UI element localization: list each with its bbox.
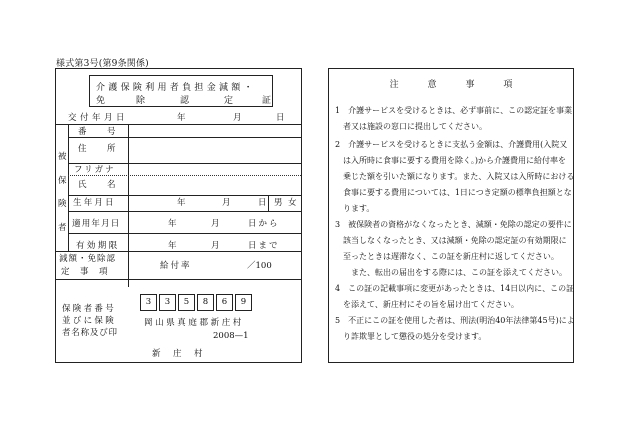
rule [68, 195, 301, 196]
note-line: 者又は施設の窓口に提出してください。 [335, 122, 487, 131]
valid-year-unit: 年 [168, 241, 177, 251]
birth-year-unit: 年 [177, 198, 186, 208]
gender-female: 女 [288, 198, 297, 208]
apply-year-unit: 年 [168, 219, 177, 229]
certificate-title-box [89, 75, 273, 107]
address-label: 住 所 [78, 144, 122, 154]
insurer-code-digit: 5 [178, 294, 195, 311]
birth-month-unit: 月 [222, 198, 231, 208]
note-line: 至ったときは遅滞なく、この証を新庄村に返してください。 [335, 252, 559, 261]
rule [268, 195, 269, 211]
certificate-title-line1: 介護保険利用者負担金減額・ [96, 83, 256, 93]
gender-male: 男 [274, 198, 283, 208]
notes-title-char: 意 [427, 80, 437, 90]
rule [68, 211, 301, 212]
issue-date-label: 交付年月日 [68, 113, 129, 123]
dotted-rule [68, 175, 301, 176]
note-line: 3 被保険者の資格がなくなったとき、減額・免除の認定の要件に [335, 220, 572, 229]
note-line: 4 この証の記載事項に変更があったときは、14日以内に、この証 [335, 284, 575, 293]
rule [68, 163, 301, 164]
insured-side-char: 険 [58, 199, 67, 209]
rule [56, 279, 301, 280]
note-line: 乗じた額を引いた額になります。また、入院又は入所時における [335, 172, 575, 181]
valid-until-label: 有効期限 [76, 241, 120, 251]
insurer-label-line: 並びに保険 [62, 316, 117, 326]
note-line: 該当しなくなったとき、又は減額・免除の認定証の有効期限に [335, 236, 567, 245]
title-char: 除 [136, 96, 146, 106]
title-char: 免 [96, 96, 106, 106]
notes-title-char: 項 [503, 80, 513, 90]
insurer-address: 岡山県真庭郡新庄村 [144, 318, 244, 328]
note-line: 食事に要する費用については、1日につき定額の標準負担額とな [335, 188, 572, 197]
insurer-code-digit: 3 [159, 294, 176, 311]
note-line: ります。 [335, 204, 375, 213]
valid-month-unit: 月 [211, 241, 220, 251]
note-line: 2 介護サービスを受けるときに支払う金額は、介護費用(入院又 [335, 140, 568, 149]
note-line: り詐欺罪として懲役の処分を受けます。 [335, 332, 487, 341]
insurer-label-line: 者名称及び印 [62, 328, 118, 338]
rule [56, 124, 301, 125]
notes-title-char: 事 [465, 80, 475, 90]
notes-card [328, 68, 574, 363]
furigana-label: フリガナ [74, 165, 116, 175]
rule [68, 124, 69, 251]
reduction-label-line2: 定 事 項 [61, 267, 109, 277]
benefit-rate-label: 給付率 [160, 261, 192, 271]
benefit-rate-suffix: ／100 [247, 261, 272, 271]
issue-year-unit: 年 [177, 113, 186, 123]
apply-day-unit: 日から [248, 219, 280, 229]
insurer-code-digit: 9 [235, 294, 252, 311]
title-char: 証 [262, 96, 272, 106]
note-line: また、転出の届出をする際には、この証を添えてください。 [335, 268, 567, 277]
certificate-card [55, 68, 302, 363]
insurer-code-digit: 8 [197, 294, 214, 311]
note-line: は入所時に食事に要する費用を除く。)から介護費用に給付率を [335, 156, 566, 165]
name-label: 氏 名 [78, 180, 122, 190]
insurer-name: 新 庄 村 [152, 349, 205, 359]
rule [68, 233, 301, 234]
rule [128, 124, 129, 287]
apply-date-label: 適用年月日 [72, 219, 121, 229]
valid-day-unit: 日まで [248, 241, 280, 251]
rule [56, 251, 301, 252]
reduction-label-line1: 減額・免除認 [59, 254, 117, 264]
birth-day-unit: 日 [258, 198, 267, 208]
note-line: 5 不正にこの証を使用した者は、刑法(明治40年法律第45号)によ [335, 316, 575, 325]
title-char: 定 [224, 96, 234, 106]
notes-title-char: 注 [389, 80, 399, 90]
title-char: 認 [180, 96, 190, 106]
insured-side-char: 保 [58, 176, 67, 186]
notes-title [329, 77, 573, 90]
insurer-code-digit: 6 [216, 294, 233, 311]
form-number-label: 様式第3号(第9条関係) [56, 59, 149, 69]
apply-month-unit: 月 [211, 219, 220, 229]
rule [68, 137, 301, 138]
insured-side-char: 者 [58, 223, 67, 233]
insurer-code-digit: 3 [140, 294, 157, 311]
insurer-postal: 2008—1 [213, 331, 249, 341]
note-line: を添えて、新庄村にその旨を届け出てください。 [335, 300, 519, 309]
number-label: 番 号 [78, 127, 122, 137]
insurer-label-line: 保険者番号 [62, 304, 117, 314]
insured-side-char: 被 [58, 152, 67, 162]
issue-month-unit: 月 [233, 113, 242, 123]
note-line: 1 介護サービスを受けるときは、必ず事前に、この認定証を事業 [335, 106, 573, 115]
issue-day-unit: 日 [276, 113, 285, 123]
birth-date-label: 生年月日 [73, 198, 116, 208]
